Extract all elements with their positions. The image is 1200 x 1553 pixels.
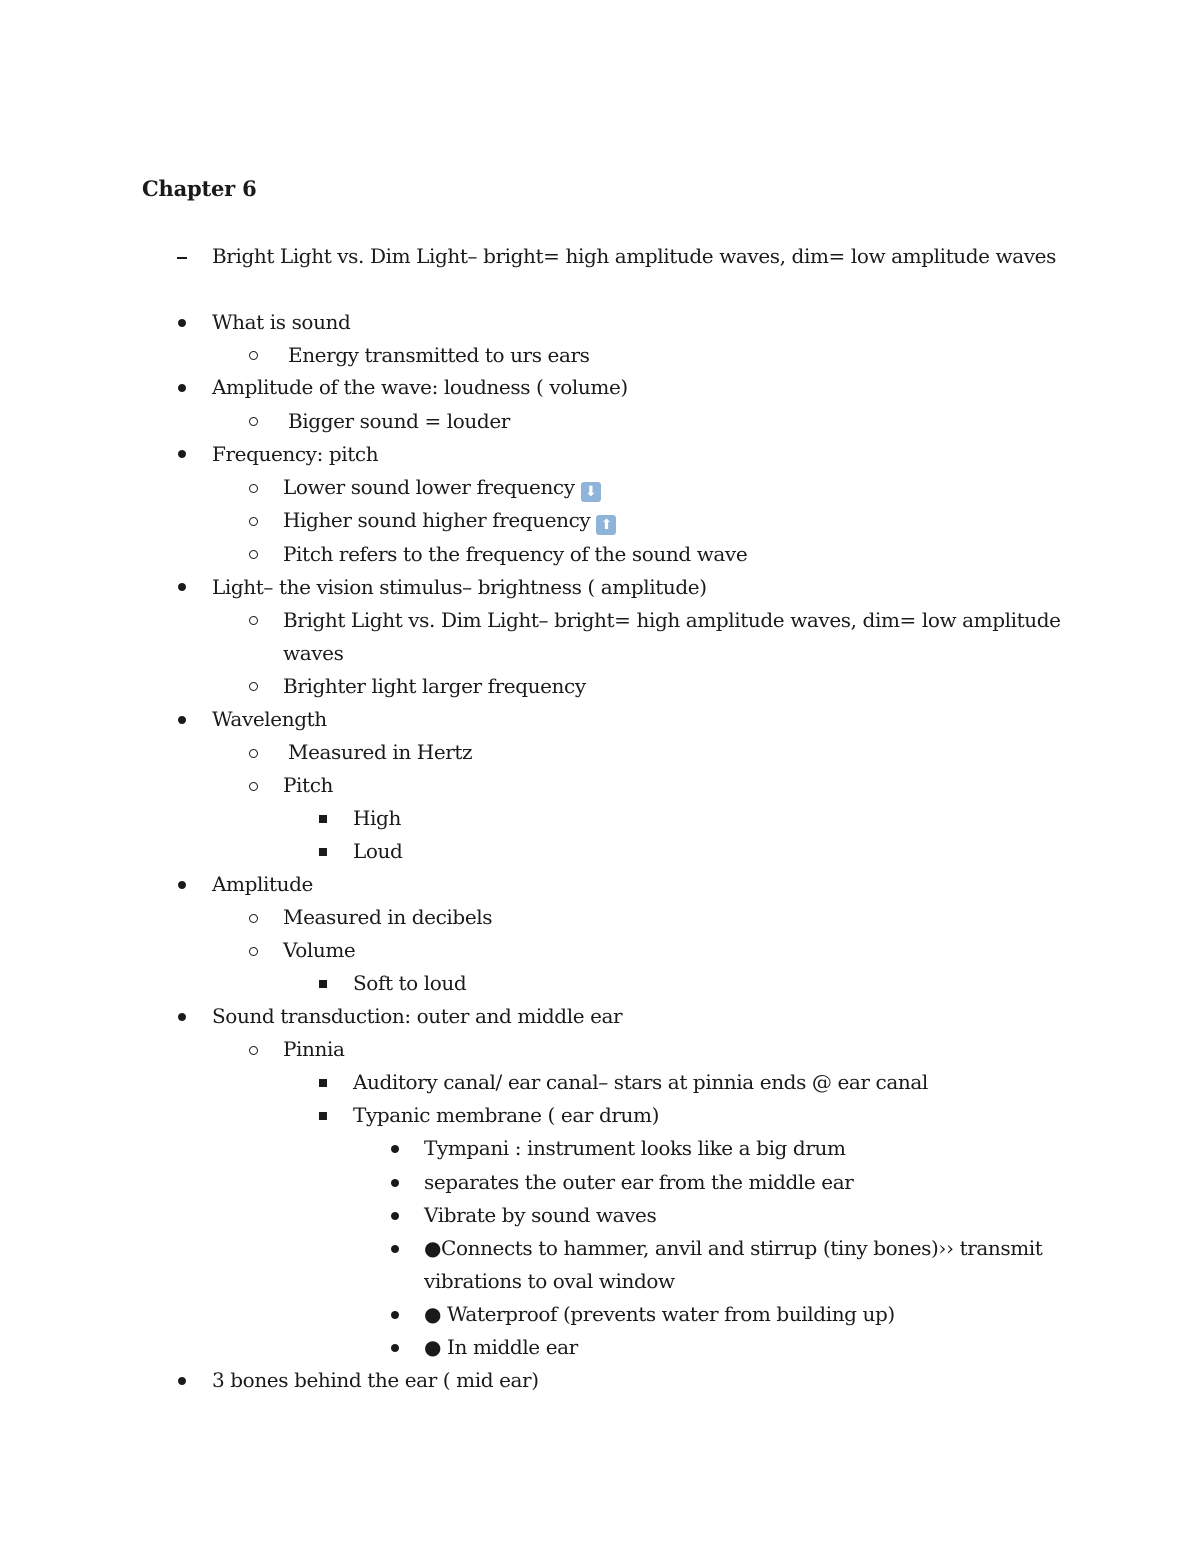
bullet-circle <box>249 484 258 493</box>
list-item: High <box>353 806 401 830</box>
list-item: Auditory canal/ ear canal– stars at pinnia ends @ ear canal <box>353 1070 928 1094</box>
bullet-circle <box>249 682 258 691</box>
list-item: ● In middle ear <box>424 1335 578 1359</box>
bullet-square <box>319 1079 327 1087</box>
bullet-dot <box>178 384 186 392</box>
list-item: Pinnia <box>283 1037 345 1061</box>
list-item-continuation: vibrations to oval window <box>424 1269 675 1293</box>
list-item: Sound transduction: outer and middle ear <box>212 1004 623 1028</box>
bullet-dot <box>391 1311 399 1319</box>
bullet-dot <box>178 1013 186 1021</box>
bullet-dot <box>391 1245 399 1253</box>
list-item: What is sound <box>212 310 351 334</box>
list-item: Bright Light vs. Dim Light– bright= high amplitude waves, dim= low amplitude waves <box>212 244 1056 268</box>
bullet-square <box>319 815 327 823</box>
bullet-circle <box>249 947 258 956</box>
list-item: ●Connects to hammer, anvil and stirrup (tiny bones)›› transmit <box>424 1236 1043 1260</box>
list-item: Typanic membrane ( ear drum) <box>353 1103 659 1127</box>
list-item-text: Higher sound higher frequency <box>283 508 591 532</box>
bullet-square <box>319 1112 327 1120</box>
list-item-continuation: waves <box>283 641 344 665</box>
list-item: Amplitude of the wave: loudness ( volume) <box>212 375 628 399</box>
bullet-dot <box>178 881 186 889</box>
bullet-dot <box>391 1179 399 1187</box>
list-item: Brighter light larger frequency <box>283 674 586 698</box>
down-arrow-icon: ⬇ <box>581 482 601 502</box>
bullet-square <box>319 848 327 856</box>
bullet-circle <box>249 351 258 360</box>
bullet-square <box>319 980 327 988</box>
list-item <box>283 473 601 502</box>
bullet-dot <box>178 450 186 458</box>
list-item: Soft to loud <box>353 971 467 995</box>
list-item: Measured in decibels <box>283 905 493 929</box>
list-item: Wavelength <box>212 707 327 731</box>
list-item: Bright Light vs. Dim Light– bright= high amplitude waves, dim= low amplitude <box>283 608 1061 632</box>
bullet-circle <box>249 1046 258 1055</box>
bullet-circle <box>249 517 258 526</box>
bullet-circle <box>249 782 258 791</box>
list-item: Loud <box>353 839 403 863</box>
dash-bullet <box>177 257 187 259</box>
list-item: Light– the vision stimulus– brightness ( amplitude) <box>212 575 707 599</box>
up-arrow-icon: ⬆ <box>596 515 616 535</box>
list-item: Vibrate by sound waves <box>424 1203 657 1227</box>
page-title: Chapter 6 <box>142 176 257 201</box>
bullet-circle <box>249 550 258 559</box>
list-item: Pitch refers to the frequency of the sound wave <box>283 542 748 566</box>
bullet-dot <box>178 583 186 591</box>
list-item: 3 bones behind the ear ( mid ear) <box>212 1368 539 1392</box>
list-item-text: Lower sound lower frequency <box>283 475 575 499</box>
list-item: ● Waterproof (prevents water from building up) <box>424 1302 895 1326</box>
list-item <box>283 506 616 535</box>
list-item: Pitch <box>283 773 333 797</box>
bullet-circle <box>249 914 258 923</box>
bullet-dot <box>391 1344 399 1352</box>
list-item: Amplitude <box>212 872 313 896</box>
bullet-circle <box>249 417 258 426</box>
bullet-circle <box>249 749 258 758</box>
bullet-dot <box>391 1145 399 1153</box>
bullet-dot <box>178 1377 186 1385</box>
bullet-dot <box>178 716 186 724</box>
bullet-dot <box>178 319 186 327</box>
list-item: Measured in Hertz <box>288 740 473 764</box>
list-item: Volume <box>283 938 356 962</box>
list-item: Energy transmitted to urs ears <box>288 343 590 367</box>
list-item: Bigger sound = louder <box>288 409 510 433</box>
bullet-dot <box>391 1212 399 1220</box>
bullet-circle <box>249 616 258 625</box>
list-item: Tympani : instrument looks like a big drum <box>424 1136 846 1160</box>
list-item: separates the outer ear from the middle ear <box>424 1170 854 1194</box>
list-item: Frequency: pitch <box>212 442 379 466</box>
